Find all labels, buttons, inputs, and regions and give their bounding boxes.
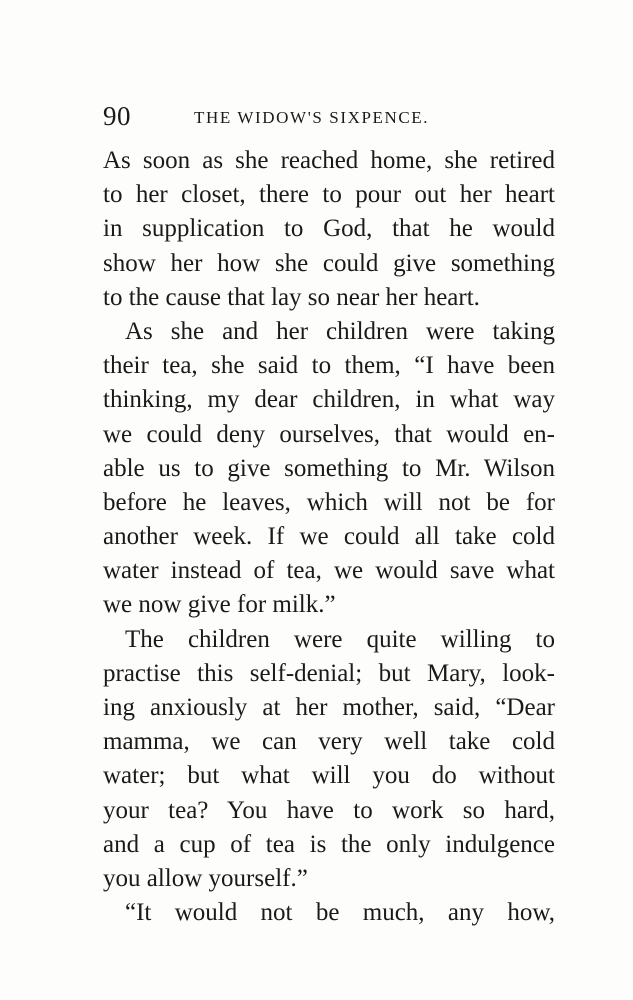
page-number: 90 (103, 101, 131, 131)
text-line: you allow yourself.” (103, 864, 308, 892)
body-text (103, 144, 555, 930)
text-line: your tea? You have to work so hard, (103, 796, 555, 824)
text-line: As she and her children were taking (125, 317, 555, 345)
page-header (0, 96, 633, 136)
text-line: in supplication to God, that he would (103, 215, 555, 243)
text-line: we now give for milk.” (103, 591, 336, 619)
text-line: their tea, she said to them, “I have been (103, 352, 555, 380)
text-line: As soon as she reached home, she retired (103, 147, 555, 174)
text-line: mamma, we can very well take cold (103, 728, 555, 756)
text-line: thinking, my dear children, in what way (103, 386, 555, 414)
text-line: water instead of tea, we would save what (103, 557, 555, 585)
text-line: to her closet, there to pour out her heart (103, 181, 555, 209)
text-line: “It would not be much, any how, (125, 899, 555, 927)
text-line: and a cup of tea is the only indulgence (103, 830, 555, 858)
text-line: water; but what will you do without (103, 762, 555, 790)
text-line: ing anxiously at her mother, said, “Dear (103, 694, 555, 721)
text-line: The children were quite willing to (125, 625, 555, 653)
text-line: practise this self-denial; but Mary, look- (103, 659, 555, 687)
text-line: show her how she could give something (103, 249, 555, 277)
text-line: another week. If we could all take cold (103, 523, 555, 551)
text-line: we could deny ourselves, that would en- (103, 420, 555, 448)
text-line: able us to give something to Mr. Wilson (103, 454, 555, 482)
text-line: before he leaves, which will not be for (103, 488, 555, 516)
running-title: THE WIDOW'S SIXPENCE. (194, 108, 430, 127)
text-line: to the cause that lay so near her heart. (103, 283, 480, 311)
